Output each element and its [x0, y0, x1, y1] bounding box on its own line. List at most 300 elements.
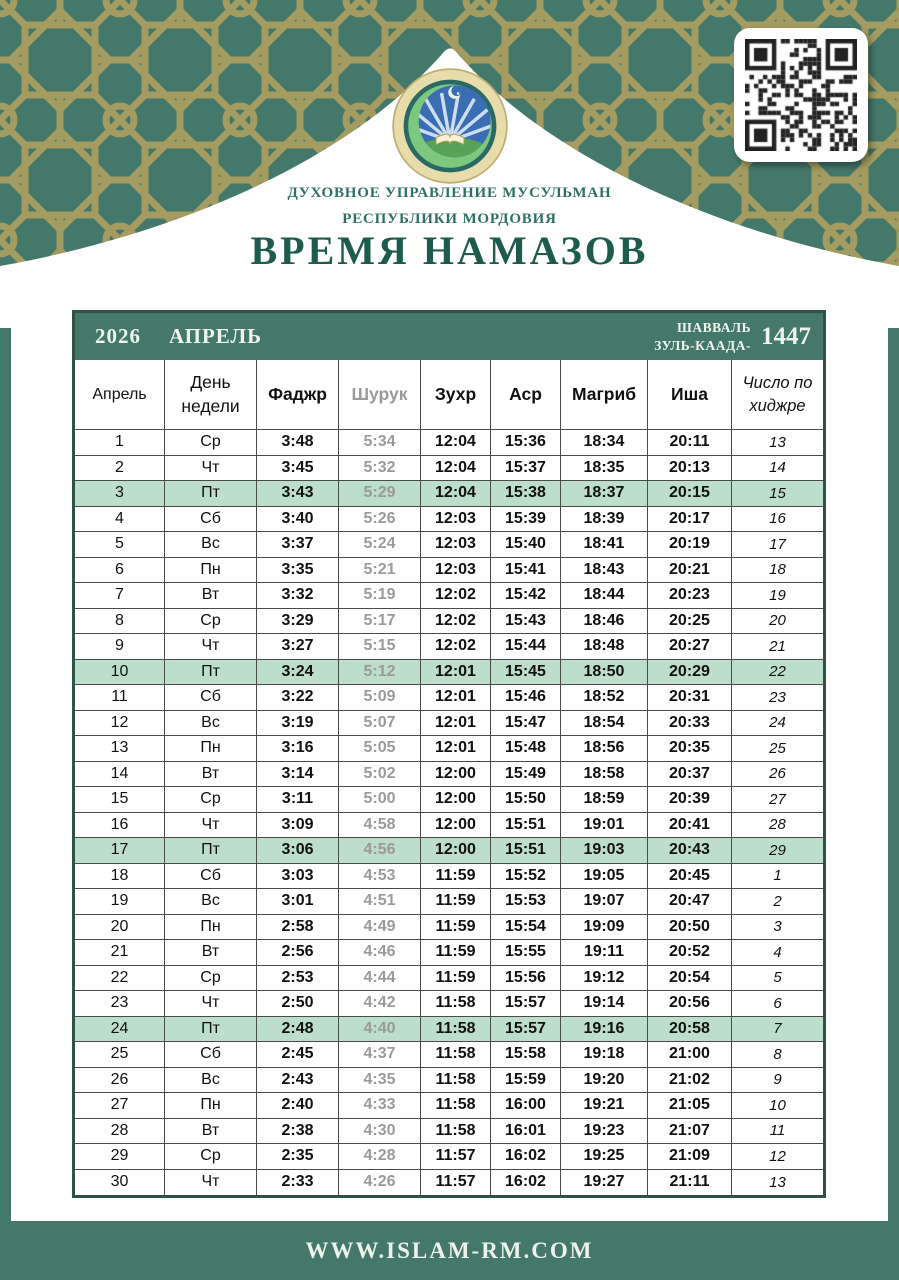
table-row: [75, 813, 823, 839]
cell-zuhr: 12:04: [421, 456, 491, 481]
table-row: [75, 889, 823, 915]
table-row: [75, 1042, 823, 1068]
table-row-friday: [75, 1017, 823, 1043]
cell-asr: 15:42: [491, 583, 561, 608]
cell-hijri: 18: [769, 561, 786, 579]
cell-hijri: 24: [769, 714, 786, 732]
hijri-month-2: ЗУЛЬ-КААДА-: [654, 337, 751, 353]
cell-day: Пн: [165, 915, 257, 940]
cell-day: Пт: [165, 481, 257, 506]
table-row: [75, 1068, 823, 1094]
cell-hijri: 3: [773, 918, 782, 936]
cell-fajr: 3:37: [257, 532, 339, 557]
cell-shuruk: 4:44: [339, 966, 421, 991]
cell-date: 28: [75, 1119, 165, 1144]
cell-maghrib: 18:59: [561, 787, 648, 812]
cell-fajr: 2:58: [257, 915, 339, 940]
cell-asr: 15:38: [491, 481, 561, 506]
cell-isha: 21:11: [648, 1170, 732, 1196]
cell-isha: 21:00: [648, 1042, 732, 1067]
cell-maghrib: 18:39: [561, 507, 648, 532]
table-row: [75, 634, 823, 660]
qr-code: [734, 28, 868, 162]
cell-isha: 20:45: [648, 864, 732, 889]
table-row: [75, 583, 823, 609]
cell-date: 30: [75, 1170, 165, 1196]
cell-zuhr: 11:59: [421, 966, 491, 991]
cell-fajr: 3:19: [257, 711, 339, 736]
cell-fajr: 3:27: [257, 634, 339, 659]
cell-day: Ср: [165, 966, 257, 991]
cell-isha: 20:27: [648, 634, 732, 659]
column-header-fajr: Фаджр: [257, 360, 339, 429]
cell-hijri: 6: [773, 994, 782, 1012]
hijri-month-1: ШАВВАЛЬ: [677, 319, 751, 335]
cell-date: 10: [75, 660, 165, 685]
cell-hijri: 7: [773, 1020, 782, 1038]
cell-isha: 20:23: [648, 583, 732, 608]
cell-fajr: 3:03: [257, 864, 339, 889]
cell-shuruk: 4:26: [339, 1170, 421, 1196]
cell-fajr: 3:35: [257, 558, 339, 583]
cell-isha: 20:39: [648, 787, 732, 812]
cell-shuruk: 5:09: [339, 685, 421, 710]
cell-shuruk: 5:32: [339, 456, 421, 481]
cell-date: 24: [75, 1017, 165, 1042]
cell-day: Пт: [165, 1017, 257, 1042]
cell-zuhr: 11:58: [421, 1093, 491, 1118]
cell-maghrib: 19:12: [561, 966, 648, 991]
cell-zuhr: 12:03: [421, 532, 491, 557]
table-row: [75, 1144, 823, 1170]
cell-hijri: 1: [773, 867, 782, 885]
cell-maghrib: 19:03: [561, 838, 648, 863]
cell-hijri: 22: [769, 663, 786, 681]
cell-fajr: 3:43: [257, 481, 339, 506]
cell-maghrib: 18:44: [561, 583, 648, 608]
cell-day: Вс: [165, 711, 257, 736]
cell-zuhr: 11:58: [421, 1119, 491, 1144]
cell-zuhr: 11:57: [421, 1170, 491, 1196]
cell-date: 5: [75, 532, 165, 557]
cell-shuruk: 4:40: [339, 1017, 421, 1042]
cell-fajr: 2:53: [257, 966, 339, 991]
cell-maghrib: 18:43: [561, 558, 648, 583]
cell-day: Сб: [165, 685, 257, 710]
cell-maghrib: 19:11: [561, 940, 648, 965]
cell-maghrib: 18:58: [561, 762, 648, 787]
cell-shuruk: 4:35: [339, 1068, 421, 1093]
month-label: АПРЕЛЬ: [169, 324, 263, 348]
cell-hijri: 5: [773, 969, 782, 987]
cell-fajr: 3:24: [257, 660, 339, 685]
cell-asr: 15:54: [491, 915, 561, 940]
cell-shuruk: 4:42: [339, 991, 421, 1016]
cell-date: 4: [75, 507, 165, 532]
prayer-table: [72, 310, 826, 1198]
cell-shuruk: 5:02: [339, 762, 421, 787]
cell-hijri: 8: [773, 1045, 782, 1063]
cell-isha: 20:43: [648, 838, 732, 863]
cell-maghrib: 18:50: [561, 660, 648, 685]
cell-shuruk: 5:26: [339, 507, 421, 532]
cell-fajr: 2:33: [257, 1170, 339, 1196]
cell-shuruk: 5:00: [339, 787, 421, 812]
cell-date: 2: [75, 456, 165, 481]
column-header-maghrib: Магриб: [561, 360, 648, 429]
cell-day: Вт: [165, 583, 257, 608]
cell-date: 6: [75, 558, 165, 583]
page-title: ВРЕМЯ НАМАЗОВ: [250, 228, 649, 273]
cell-day: Пн: [165, 1093, 257, 1118]
cell-fajr: 3:29: [257, 609, 339, 634]
right-frame-border: [888, 328, 899, 1280]
cell-hijri: 20: [769, 612, 786, 630]
cell-asr: 15:51: [491, 813, 561, 838]
cell-asr: 15:59: [491, 1068, 561, 1093]
cell-maghrib: 19:16: [561, 1017, 648, 1042]
cell-shuruk: 4:49: [339, 915, 421, 940]
cell-date: 21: [75, 940, 165, 965]
table-row: [75, 787, 823, 813]
cell-shuruk: 5:21: [339, 558, 421, 583]
cell-asr: 15:50: [491, 787, 561, 812]
cell-day: Чт: [165, 1170, 257, 1196]
cell-isha: 20:47: [648, 889, 732, 914]
cell-zuhr: 12:01: [421, 736, 491, 761]
cell-maghrib: 18:37: [561, 481, 648, 506]
cell-fajr: 3:48: [257, 430, 339, 455]
table-row: [75, 1119, 823, 1145]
cell-day: Пн: [165, 736, 257, 761]
cell-shuruk: 5:29: [339, 481, 421, 506]
cell-maghrib: 18:35: [561, 456, 648, 481]
cell-date: 8: [75, 609, 165, 634]
cell-maghrib: 19:21: [561, 1093, 648, 1118]
cell-isha: 21:09: [648, 1144, 732, 1169]
cell-fajr: 3:32: [257, 583, 339, 608]
cell-hijri: 13: [769, 1173, 786, 1191]
cell-day: Вт: [165, 1119, 257, 1144]
cell-isha: 20:33: [648, 711, 732, 736]
cell-hijri: 28: [769, 816, 786, 834]
cell-isha: 20:29: [648, 660, 732, 685]
cell-date: 13: [75, 736, 165, 761]
cell-maghrib: 19:09: [561, 915, 648, 940]
cell-shuruk: 5:24: [339, 532, 421, 557]
table-row: [75, 456, 823, 482]
cell-zuhr: 12:01: [421, 685, 491, 710]
cell-fajr: 2:50: [257, 991, 339, 1016]
cell-day: Чт: [165, 634, 257, 659]
cell-isha: 20:21: [648, 558, 732, 583]
table-body: [75, 430, 823, 1195]
cell-isha: 20:50: [648, 915, 732, 940]
table-title-band: [75, 313, 823, 360]
website-url: WWW.ISLAM-RM.COM: [305, 1237, 594, 1263]
table-row: [75, 532, 823, 558]
cell-fajr: 3:11: [257, 787, 339, 812]
cell-zuhr: 11:59: [421, 915, 491, 940]
cell-maghrib: 18:52: [561, 685, 648, 710]
hijri-year: 1447: [761, 322, 811, 350]
table-row: [75, 864, 823, 890]
cell-day: Ср: [165, 430, 257, 455]
cell-zuhr: 11:59: [421, 864, 491, 889]
cell-fajr: 3:01: [257, 889, 339, 914]
table-row-friday: [75, 660, 823, 686]
cell-asr: 15:56: [491, 966, 561, 991]
cell-date: 14: [75, 762, 165, 787]
cell-hijri: 4: [773, 943, 782, 961]
cell-date: 22: [75, 966, 165, 991]
cell-zuhr: 12:04: [421, 430, 491, 455]
cell-date: 25: [75, 1042, 165, 1067]
cell-shuruk: 4:53: [339, 864, 421, 889]
cell-hijri: 25: [769, 739, 786, 757]
cell-shuruk: 4:33: [339, 1093, 421, 1118]
table-row: [75, 1170, 823, 1196]
cell-fajr: 3:45: [257, 456, 339, 481]
cell-shuruk: 4:56: [339, 838, 421, 863]
cell-isha: 20:52: [648, 940, 732, 965]
cell-date: 18: [75, 864, 165, 889]
cell-date: 15: [75, 787, 165, 812]
cell-isha: 20:25: [648, 609, 732, 634]
cell-asr: 15:58: [491, 1042, 561, 1067]
cell-maghrib: 18:48: [561, 634, 648, 659]
cell-zuhr: 12:00: [421, 762, 491, 787]
cell-asr: 16:02: [491, 1144, 561, 1169]
cell-maghrib: 18:54: [561, 711, 648, 736]
cell-fajr: 2:43: [257, 1068, 339, 1093]
cell-asr: 15:45: [491, 660, 561, 685]
cell-fajr: 3:09: [257, 813, 339, 838]
table-row: [75, 966, 823, 992]
org-line2: РЕСПУБЛИКИ МОРДОВИЯ: [342, 210, 557, 227]
table-row: [75, 609, 823, 635]
cell-isha: 20:56: [648, 991, 732, 1016]
cell-isha: 20:54: [648, 966, 732, 991]
cell-day: Вс: [165, 532, 257, 557]
column-header-date: Апрель: [75, 360, 165, 429]
cell-day: Вт: [165, 940, 257, 965]
table-header-row: [75, 360, 823, 430]
cell-maghrib: 19:20: [561, 1068, 648, 1093]
cell-hijri: 19: [769, 586, 786, 604]
cell-hijri: 9: [773, 1071, 782, 1089]
cell-hijri: 13: [769, 433, 786, 451]
column-header-day: День недели: [165, 360, 257, 429]
cell-shuruk: 4:37: [339, 1042, 421, 1067]
table-row: [75, 736, 823, 762]
cell-day: Пт: [165, 660, 257, 685]
cell-isha: 20:15: [648, 481, 732, 506]
cell-asr: 15:44: [491, 634, 561, 659]
cell-fajr: 2:45: [257, 1042, 339, 1067]
cell-hijri: 16: [769, 510, 786, 528]
column-header-isha: Иша: [648, 360, 732, 429]
cell-zuhr: 11:59: [421, 889, 491, 914]
org-line1: ДУХОВНОЕ УПРАВЛЕНИЕ МУСУЛЬМАН: [287, 185, 612, 201]
cell-hijri: 11: [769, 1122, 786, 1140]
cell-date: 3: [75, 481, 165, 506]
table-row: [75, 430, 823, 456]
cell-isha: 21:05: [648, 1093, 732, 1118]
cell-date: 9: [75, 634, 165, 659]
cell-date: 7: [75, 583, 165, 608]
cell-shuruk: 5:12: [339, 660, 421, 685]
cell-shuruk: 5:15: [339, 634, 421, 659]
cell-shuruk: 4:28: [339, 1144, 421, 1169]
gregorian-date: [95, 324, 262, 349]
cell-date: 12: [75, 711, 165, 736]
cell-fajr: 3:22: [257, 685, 339, 710]
cell-maghrib: 18:46: [561, 609, 648, 634]
mosque-emblem-icon: [392, 68, 508, 184]
cell-asr: 15:46: [491, 685, 561, 710]
cell-zuhr: 12:02: [421, 634, 491, 659]
cell-shuruk: 5:19: [339, 583, 421, 608]
column-header-shuruk: Шурук: [339, 360, 421, 429]
table-row: [75, 915, 823, 941]
cell-zuhr: 11:59: [421, 940, 491, 965]
cell-shuruk: 5:34: [339, 430, 421, 455]
cell-hijri: 26: [769, 765, 786, 783]
cell-day: Ср: [165, 787, 257, 812]
cell-day: Сб: [165, 864, 257, 889]
cell-asr: 15:49: [491, 762, 561, 787]
cell-shuruk: 4:46: [339, 940, 421, 965]
cell-fajr: 3:06: [257, 838, 339, 863]
cell-zuhr: 11:58: [421, 1068, 491, 1093]
cell-maghrib: 19:01: [561, 813, 648, 838]
left-frame-border: [0, 328, 11, 1280]
cell-zuhr: 12:00: [421, 787, 491, 812]
cell-hijri: 23: [769, 688, 786, 706]
cell-asr: 15:43: [491, 609, 561, 634]
hijri-months: [654, 319, 751, 354]
cell-maghrib: 19:27: [561, 1170, 648, 1196]
cell-maghrib: 18:41: [561, 532, 648, 557]
cell-zuhr: 12:03: [421, 558, 491, 583]
cell-shuruk: 4:58: [339, 813, 421, 838]
table-row-friday: [75, 481, 823, 507]
cell-hijri: 12: [769, 1147, 786, 1165]
column-header-hijri: Число по хиджре: [742, 374, 813, 415]
cell-fajr: 3:16: [257, 736, 339, 761]
cell-shuruk: 4:30: [339, 1119, 421, 1144]
cell-maghrib: 18:56: [561, 736, 648, 761]
cell-day: Чт: [165, 991, 257, 1016]
column-header-zuhr: Зухр: [421, 360, 491, 429]
cell-asr: 15:47: [491, 711, 561, 736]
cell-asr: 15:39: [491, 507, 561, 532]
cell-fajr: 2:56: [257, 940, 339, 965]
cell-asr: 16:01: [491, 1119, 561, 1144]
cell-hijri: 17: [769, 535, 786, 553]
cell-maghrib: 19:25: [561, 1144, 648, 1169]
table-row: [75, 711, 823, 737]
cell-date: 16: [75, 813, 165, 838]
cell-isha: 20:19: [648, 532, 732, 557]
cell-date: 17: [75, 838, 165, 863]
table-row: [75, 1093, 823, 1119]
cell-day: Ср: [165, 609, 257, 634]
cell-zuhr: 12:00: [421, 813, 491, 838]
cell-shuruk: 5:17: [339, 609, 421, 634]
cell-day: Ср: [165, 1144, 257, 1169]
cell-fajr: 2:40: [257, 1093, 339, 1118]
cell-day: Вс: [165, 889, 257, 914]
cell-isha: 20:31: [648, 685, 732, 710]
cell-zuhr: 11:58: [421, 991, 491, 1016]
cell-day: Чт: [165, 456, 257, 481]
table-row: [75, 762, 823, 788]
table-row: [75, 685, 823, 711]
cell-day: Вс: [165, 1068, 257, 1093]
cell-asr: 15:41: [491, 558, 561, 583]
table-row-friday: [75, 838, 823, 864]
cell-maghrib: 19:05: [561, 864, 648, 889]
cell-maghrib: 18:34: [561, 430, 648, 455]
cell-maghrib: 19:14: [561, 991, 648, 1016]
cell-date: 27: [75, 1093, 165, 1118]
cell-zuhr: 11:57: [421, 1144, 491, 1169]
cell-day: Сб: [165, 507, 257, 532]
cell-day: Чт: [165, 813, 257, 838]
cell-zuhr: 12:02: [421, 609, 491, 634]
cell-isha: 20:58: [648, 1017, 732, 1042]
cell-asr: 15:36: [491, 430, 561, 455]
table-row: [75, 991, 823, 1017]
cell-date: 20: [75, 915, 165, 940]
cell-shuruk: 5:05: [339, 736, 421, 761]
cell-shuruk: 5:07: [339, 711, 421, 736]
cell-zuhr: 12:04: [421, 481, 491, 506]
cell-date: 19: [75, 889, 165, 914]
cell-asr: 15:40: [491, 532, 561, 557]
organization-name: [0, 181, 899, 232]
cell-asr: 15:55: [491, 940, 561, 965]
cell-isha: 20:37: [648, 762, 732, 787]
cell-isha: 20:17: [648, 507, 732, 532]
cell-zuhr: 12:02: [421, 583, 491, 608]
qr-code-pattern: [745, 39, 857, 151]
cell-zuhr: 11:58: [421, 1017, 491, 1042]
cell-hijri: 10: [769, 1096, 786, 1114]
cell-maghrib: 19:23: [561, 1119, 648, 1144]
cell-asr: 15:52: [491, 864, 561, 889]
cell-maghrib: 19:18: [561, 1042, 648, 1067]
cell-hijri: 2: [773, 892, 782, 910]
cell-asr: 15:51: [491, 838, 561, 863]
cell-isha: 20:41: [648, 813, 732, 838]
cell-isha: 20:35: [648, 736, 732, 761]
cell-asr: 15:53: [491, 889, 561, 914]
cell-maghrib: 19:07: [561, 889, 648, 914]
cell-date: 26: [75, 1068, 165, 1093]
cell-day: Пн: [165, 558, 257, 583]
cell-fajr: 2:38: [257, 1119, 339, 1144]
cell-zuhr: 12:01: [421, 711, 491, 736]
cell-date: 1: [75, 430, 165, 455]
cell-isha: 20:13: [648, 456, 732, 481]
cell-asr: 15:37: [491, 456, 561, 481]
cell-asr: 15:57: [491, 991, 561, 1016]
cell-date: 29: [75, 1144, 165, 1169]
cell-hijri: 29: [769, 841, 786, 859]
